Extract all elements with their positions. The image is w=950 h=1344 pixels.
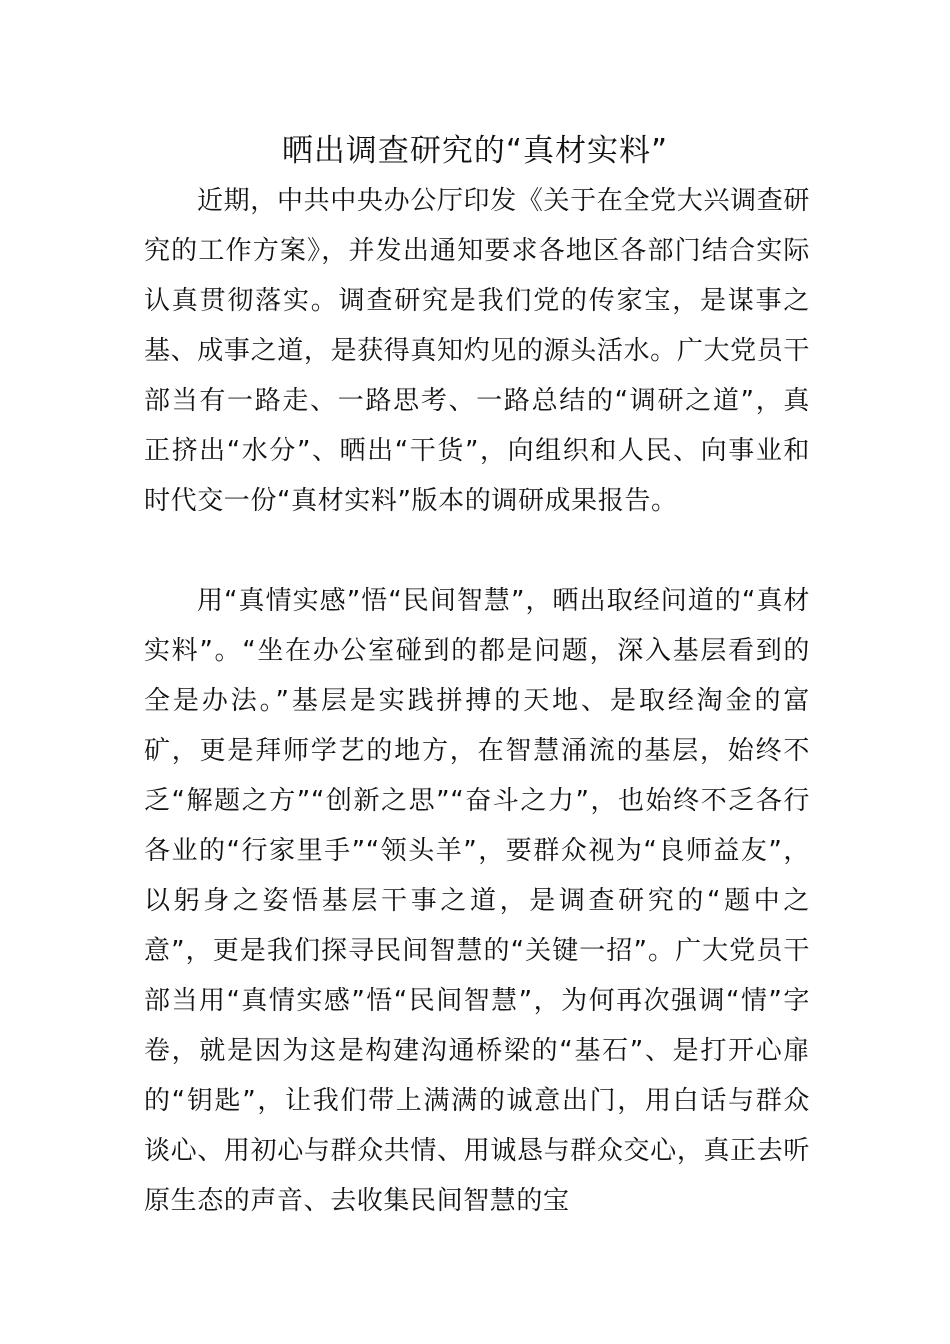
document-title: 晒出调查研究的“真材实料” xyxy=(281,133,669,169)
paragraph-section-1: 用“真情实感”悟“民间智慧”，晒出取经问道的“真材实料”。“坐在办公室碰到的都是问题，深入基层看到的全是办法。”基层是实践拼搏的天地、是取经淘金的富矿，更是拜师学艺的地方，在智慧涌流的基层，始终不乏“解题之方”“创新之思”“奋斗之力”，也始终不乏各行各业的“行家里手”“领头羊”，要群众视为“良师益友”，以躬身之姿悟基层干事之道，是调查研究的“题中之意”，更是我们探寻民间智慧的“关键一招”。广大党员干部当用“真情实感”悟“民间智慧”，为何再次强调“情”字卷，就是因为这是构建沟通桥梁的“基石”、是打开心扉的“钥匙”，让我们带上满满的诚意出门，用白话与群众谈心、用初心与群众共情、用诚恳与群众交心，真正去听原生态的声音、去收集民间智慧的宝 xyxy=(144,586,810,1216)
paragraph-intro: 近期，中共中央办公厅印发《关于在全党大兴调查研究的工作方案》，并发出通知要求各地区各部门结合实际认真贯彻落实。调查研究是我们党的传家宝，是谋事之基、成事之道，是获得真知灼见的源头活水。广大党员干部当有一路走、一路思考、一路总结的“调研之道”，真正挤出“水分”、晒出“干货”，向组织和人民、向事业和时代交一份“真材实料”版本的调研成果报告。 xyxy=(144,186,810,516)
